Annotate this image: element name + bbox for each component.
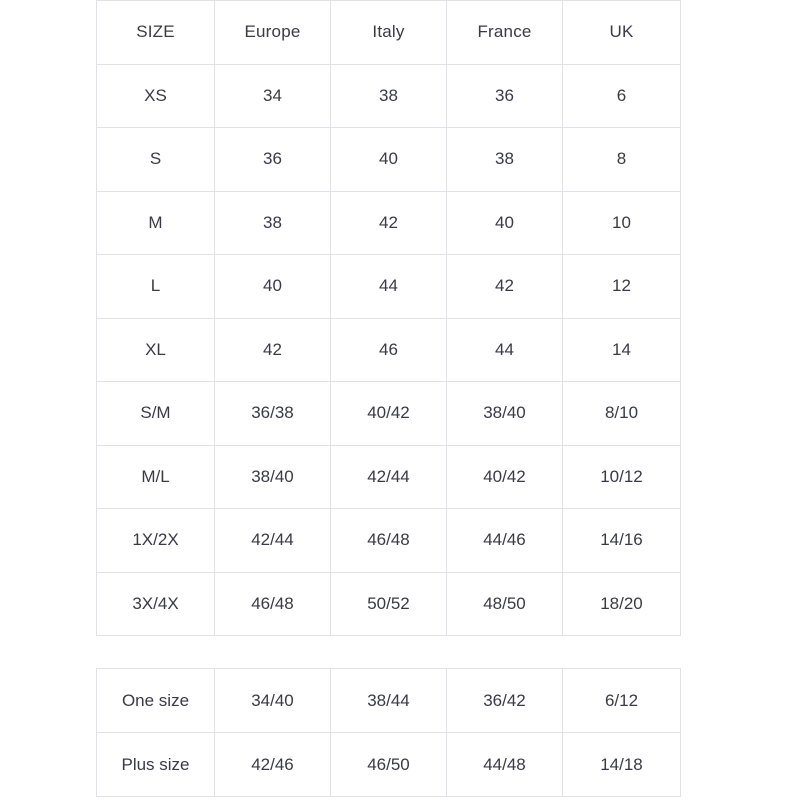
size-conversion-table <box>96 0 681 636</box>
row-label: XL <box>97 318 215 382</box>
cell-france: 38 <box>447 128 563 192</box>
row-label: One size <box>97 669 215 733</box>
table-spacer <box>96 636 680 668</box>
table-row <box>97 509 681 573</box>
cell-europe: 34/40 <box>215 669 331 733</box>
cell-italy: 46/48 <box>331 509 447 573</box>
cell-italy: 38/44 <box>331 669 447 733</box>
cell-italy: 46/50 <box>331 733 447 797</box>
cell-uk: 18/20 <box>563 572 681 636</box>
row-label: S/M <box>97 382 215 446</box>
cell-france: 48/50 <box>447 572 563 636</box>
row-label: M <box>97 191 215 255</box>
cell-italy: 50/52 <box>331 572 447 636</box>
cell-france: 44/48 <box>447 733 563 797</box>
cell-europe: 38/40 <box>215 445 331 509</box>
cell-europe: 42/44 <box>215 509 331 573</box>
cell-europe: 46/48 <box>215 572 331 636</box>
cell-uk: 6/12 <box>563 669 681 733</box>
table-header-row <box>97 1 681 65</box>
cell-uk: 10 <box>563 191 681 255</box>
table-row <box>97 572 681 636</box>
row-label: Plus size <box>97 733 215 797</box>
column-header-france: France <box>447 1 563 65</box>
cell-uk: 14/18 <box>563 733 681 797</box>
cell-italy: 42/44 <box>331 445 447 509</box>
row-label: 1X/2X <box>97 509 215 573</box>
cell-italy: 38 <box>331 64 447 128</box>
cell-italy: 42 <box>331 191 447 255</box>
column-header-uk: UK <box>563 1 681 65</box>
table-row <box>97 445 681 509</box>
one-size-table <box>96 668 681 797</box>
cell-uk: 12 <box>563 255 681 319</box>
cell-europe: 42 <box>215 318 331 382</box>
cell-europe: 34 <box>215 64 331 128</box>
cell-italy: 40 <box>331 128 447 192</box>
column-header-europe: Europe <box>215 1 331 65</box>
size-chart-container <box>96 0 680 797</box>
cell-uk: 14 <box>563 318 681 382</box>
table-row <box>97 382 681 446</box>
cell-europe: 36/38 <box>215 382 331 446</box>
cell-france: 44 <box>447 318 563 382</box>
cell-france: 40 <box>447 191 563 255</box>
table-row <box>97 669 681 733</box>
cell-europe: 40 <box>215 255 331 319</box>
row-label: M/L <box>97 445 215 509</box>
cell-france: 40/42 <box>447 445 563 509</box>
cell-france: 38/40 <box>447 382 563 446</box>
table-row <box>97 191 681 255</box>
cell-uk: 10/12 <box>563 445 681 509</box>
table-row <box>97 318 681 382</box>
cell-france: 44/46 <box>447 509 563 573</box>
cell-europe: 36 <box>215 128 331 192</box>
column-header-size: SIZE <box>97 1 215 65</box>
cell-uk: 14/16 <box>563 509 681 573</box>
cell-europe: 38 <box>215 191 331 255</box>
table-row <box>97 128 681 192</box>
cell-uk: 8/10 <box>563 382 681 446</box>
cell-uk: 6 <box>563 64 681 128</box>
table-row <box>97 64 681 128</box>
row-label: XS <box>97 64 215 128</box>
cell-france: 36 <box>447 64 563 128</box>
cell-europe: 42/46 <box>215 733 331 797</box>
cell-italy: 44 <box>331 255 447 319</box>
table-row <box>97 733 681 797</box>
row-label: S <box>97 128 215 192</box>
row-label: L <box>97 255 215 319</box>
column-header-italy: Italy <box>331 1 447 65</box>
cell-italy: 40/42 <box>331 382 447 446</box>
cell-italy: 46 <box>331 318 447 382</box>
table-row <box>97 255 681 319</box>
cell-uk: 8 <box>563 128 681 192</box>
cell-france: 42 <box>447 255 563 319</box>
cell-france: 36/42 <box>447 669 563 733</box>
row-label: 3X/4X <box>97 572 215 636</box>
